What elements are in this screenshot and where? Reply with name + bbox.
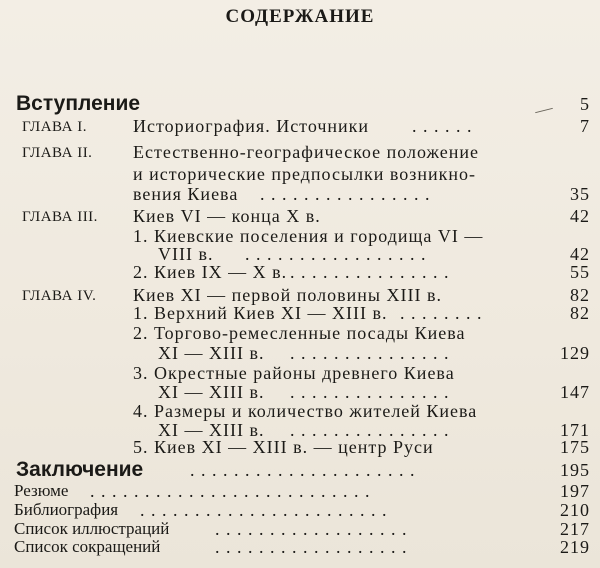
leader-dots: . . . . . . . . . . . . . . . . . . . . . . . bbox=[140, 500, 388, 520]
appendix-1-page: 197 bbox=[560, 481, 590, 501]
appendix-2-page: 210 bbox=[560, 500, 590, 520]
subentry-4-4-page: 171 bbox=[560, 420, 590, 440]
page-title: СОДЕРЖАНИЕ bbox=[225, 6, 375, 27]
appendix-4-page: 219 bbox=[560, 537, 590, 557]
subentry-4-1-page: 82 bbox=[570, 303, 590, 323]
appendix-3-label: Список иллюстраций bbox=[14, 519, 170, 538]
toc-entry-appendix-4 bbox=[0, 537, 600, 561]
appendix-3-page: 217 bbox=[560, 519, 590, 539]
subentry-3-1-line-1: 1. Киевские поселения и городища VI — bbox=[133, 226, 484, 246]
leader-dots: . . . . . . . . . . . . . . . . . . bbox=[215, 519, 408, 539]
chapter-4-page: 82 bbox=[570, 285, 590, 305]
chapter-1-title: Историография. Источники bbox=[133, 116, 370, 136]
chapter-1-label: ГЛАВА I. bbox=[22, 119, 87, 135]
intro-page: 5 bbox=[580, 94, 590, 114]
chapter-4-title: Киев XI — первой половины XIII в. bbox=[133, 285, 442, 305]
chapter-2-line-2: и исторические предпосылки возникно- bbox=[133, 164, 477, 184]
subentry-4-2-page: 129 bbox=[560, 343, 590, 363]
subentry-3-2-line-1: 2. Киев IX — X в. bbox=[133, 262, 288, 282]
toc-subentry-3-2 bbox=[0, 262, 600, 286]
subentry-3-1-page: 42 bbox=[570, 244, 590, 264]
conclusion-page: 195 bbox=[560, 460, 590, 480]
appendix-2-label: Библиография bbox=[14, 500, 119, 519]
subentry-4-3-line-2: XI — XIII в. bbox=[158, 382, 265, 402]
leader-dots: . . . . . . . . . . . . . . . . . . . . . bbox=[190, 460, 416, 480]
chapter-2-line-1: Естественно-географическое положение bbox=[133, 142, 479, 162]
subentry-4-2-line-1: 2. Торгово-ремесленные посады Киева bbox=[133, 323, 466, 343]
subentry-3-1-line-2: VIII в. bbox=[158, 244, 214, 264]
toc-entry-conclusion bbox=[0, 458, 600, 482]
leader-dots: . . . . . . . . . . . . . . . bbox=[290, 382, 450, 402]
leader-dots: . . . . . . . . bbox=[400, 303, 483, 323]
chapter-2-line-3: вения Киева bbox=[133, 184, 239, 204]
chapter-3-label: ГЛАВА III. bbox=[22, 209, 98, 225]
chapter-2-page: 35 bbox=[570, 184, 590, 204]
subentry-4-5-line-1: 5. Киев XI — XIII в. — центр Руси bbox=[133, 437, 434, 457]
toc-entry-chapter-2 bbox=[0, 142, 600, 166]
chapter-2-label: ГЛАВА II. bbox=[22, 145, 93, 161]
toc-entry-intro bbox=[0, 92, 600, 116]
toc-entry-chapter-2-end bbox=[0, 184, 600, 208]
leader-dots: . . . . . . . . . . . . . . . bbox=[290, 420, 450, 440]
leader-dots: . . . . . . . . . . . . . . . . . . bbox=[215, 537, 408, 557]
subentry-4-1-line-1: 1. Верхний Киев XI — XIII в. bbox=[133, 303, 388, 323]
leader-dots: . . . . . . . . . . . . . . . . bbox=[260, 184, 431, 204]
subentry-4-4-line-2: XI — XIII в. bbox=[158, 420, 265, 440]
leader-dots: . . . . . . . . . . . . . . . . . bbox=[245, 244, 427, 264]
subentry-4-5-page: 175 bbox=[560, 437, 590, 457]
chapter-3-page: 42 bbox=[570, 206, 590, 226]
leader-dots: . . . . . . . . . . . . . . . . . . . . . . . . . . bbox=[90, 481, 371, 501]
toc-entry-chapter-1 bbox=[0, 116, 600, 140]
appendix-4-label: Список сокращений bbox=[14, 537, 161, 556]
chapter-4-label: ГЛАВА IV. bbox=[22, 288, 97, 304]
conclusion-label: Заключение bbox=[16, 458, 144, 481]
leader-dots: . . . . . . . . . . . . . . . bbox=[290, 343, 450, 363]
chapter-1-page: 7 bbox=[580, 116, 590, 136]
intro-label: Вступление bbox=[16, 92, 141, 115]
leader-dots: . . . . . . bbox=[412, 116, 473, 136]
subentry-4-4-line-1: 4. Размеры и количество жителей Киева bbox=[133, 401, 478, 421]
chapter-3-title: Киев VI — конца X в. bbox=[133, 206, 321, 226]
subentry-4-2-line-2: XI — XIII в. bbox=[158, 343, 265, 363]
subentry-4-3-line-1: 3. Окрестные районы древнего Киева bbox=[133, 363, 455, 383]
leader-dots: . . . . . . . . . . . . . . . bbox=[290, 262, 450, 282]
subentry-3-2-page: 55 bbox=[570, 262, 590, 282]
appendix-1-label: Резюме bbox=[14, 481, 69, 500]
subentry-4-3-page: 147 bbox=[560, 382, 590, 402]
